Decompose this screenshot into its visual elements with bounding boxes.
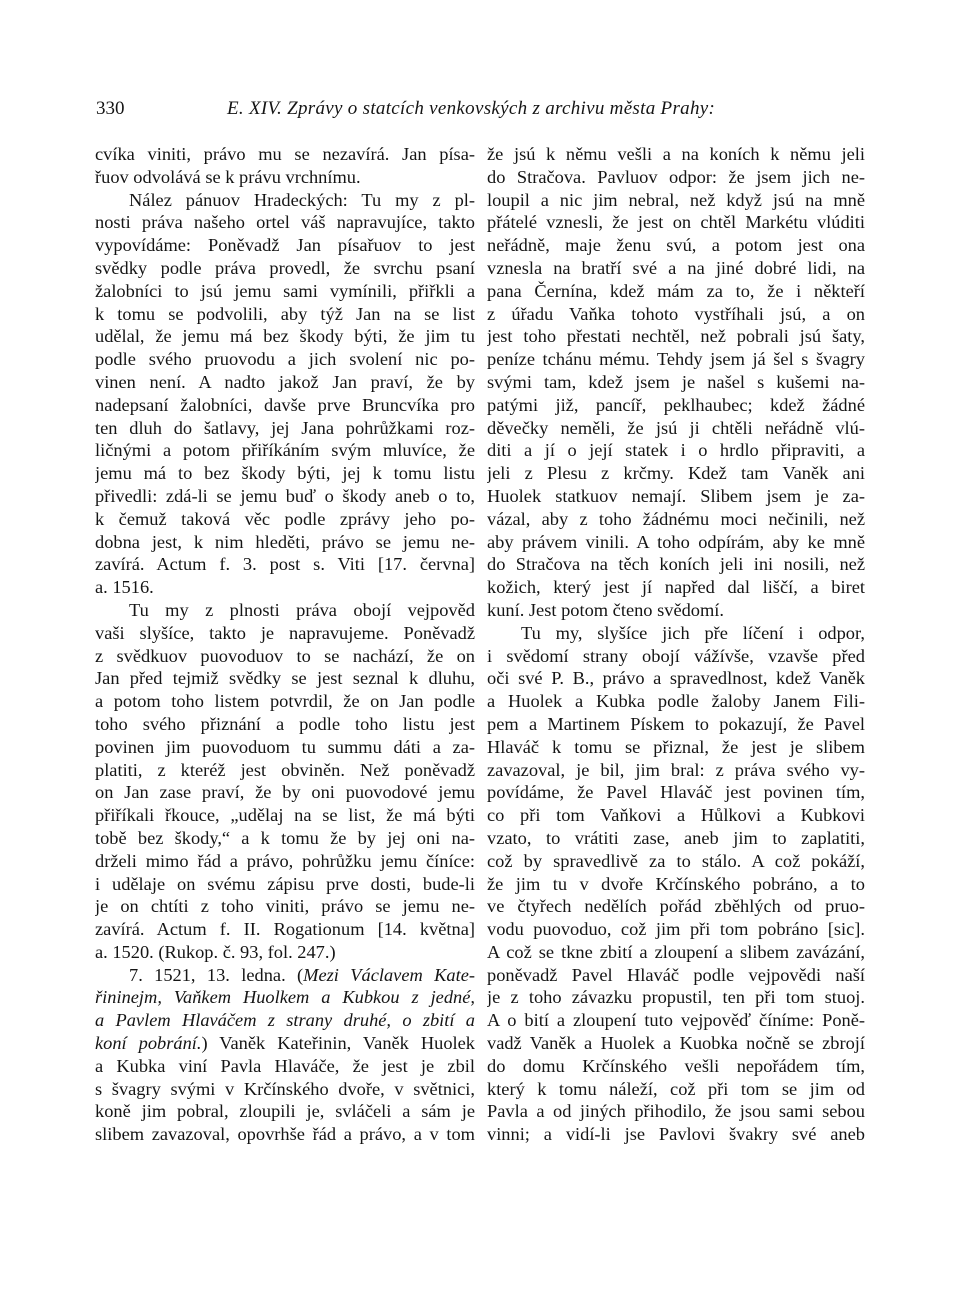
line-text: jeli z Plesu z krčmy. Kdež tam Vaněk ani: [487, 463, 865, 484]
text-line: [487, 690, 865, 713]
text-line: [95, 553, 475, 576]
text-line: [95, 850, 475, 873]
text-line: [95, 508, 475, 531]
text-line: [487, 964, 865, 987]
line-text: i udělaje on svému zápisu prve dosti, bude-li: [95, 873, 475, 894]
text-line: [95, 1055, 475, 1078]
text-line: [95, 1009, 475, 1032]
text-line: [95, 667, 475, 690]
italic-text: řininejm, Vaňkem Huolkem a Kubkou z jedné,: [95, 987, 475, 1008]
line-text: povinen jim puovoduom tu summu dáti a za-: [95, 736, 475, 757]
line-text: řuov odvolává se k právu vrchnímu.: [95, 166, 361, 187]
text-line: [487, 1100, 865, 1123]
line-text: cvíka viniti, právo mu se nezavírá. Jan písa-: [95, 144, 475, 164]
text-line: [95, 804, 475, 827]
line-text: ličnými a potom přiříkáním svým mluvíce, že: [95, 440, 475, 461]
line-text: aby právem vinili. A toho odpírám, aby ke mně: [487, 531, 865, 552]
text-line: [487, 280, 865, 303]
text-line: [95, 873, 475, 896]
line-text: platiti, z kteréž jest obviněn. Než poněvadž: [95, 759, 475, 780]
line-text: neřádně, maje ženu svú, a potom jest ona: [487, 235, 865, 256]
line-text: vinen není. A nadto jakož Jan praví, že by: [95, 371, 475, 392]
text-line: [487, 303, 865, 326]
italic-text: a Pavlem Hlaváčem z strany druhé, o zbití a: [95, 1010, 475, 1031]
text-line: [95, 394, 475, 417]
line-text: Nález pánuov Hradeckých: Tu my z pl-: [129, 189, 475, 210]
line-text: Tu my z plnosti práva obojí vejpověd: [129, 599, 475, 620]
line-text: přiříkali řkouce, „udělaj na se list, že má býti: [95, 805, 475, 826]
line-text: žalobníci to jsú jemu sami vymínili, přiřkli a: [95, 280, 475, 301]
text-line: [95, 964, 475, 987]
running-title: E. XIV. Zprávy o statcích venkovských z archivu města Prahy:: [227, 98, 716, 119]
text-line: [487, 439, 865, 462]
line-text: pem a Martinem Pískem to pokazují, že Pavel: [487, 713, 865, 734]
line-text: vadž Vaněk a Huolek a Kuobka nočně se zbrojí: [487, 1033, 865, 1054]
text-line: [487, 1032, 865, 1055]
line-text: vodu puovoduo, což jim při tom pobráno [sic].: [487, 919, 865, 940]
text-line: [487, 645, 865, 668]
text-line: [95, 827, 475, 850]
line-text: i svědomí strany obojí vážívše, vzavše před: [487, 645, 865, 666]
text-line: [95, 531, 475, 554]
line-text: že jsú k němu vešli a na koních k němu jeli: [487, 144, 865, 164]
text-line: [487, 1009, 865, 1032]
text-line: [95, 918, 475, 941]
text-line: [95, 781, 475, 804]
left-text-column: [95, 143, 475, 1146]
line-text: jest toho přestati nechtěl, než pobrali jsú šaty,: [487, 326, 865, 347]
text-line: [487, 736, 865, 759]
text-line: [95, 439, 475, 462]
text-line: [487, 895, 865, 918]
line-text: přátelé vznesli, že jest on chtěl Markétu vlúditi: [487, 212, 865, 233]
text-line: [95, 189, 475, 212]
line-text: Tu my, slyšíce jich pře líčení i odpor,: [521, 622, 865, 643]
line-text: je z toho závazku propustil, ten při tom stuoj.: [487, 987, 865, 1008]
line-text: podle svého pruovodu a jich svolení nic po-: [95, 349, 475, 370]
text-line: [95, 599, 475, 622]
text-line: [95, 303, 475, 326]
text-line: [487, 553, 865, 576]
line-text: svými tam, kdež jsem je našel s kušemi na-: [487, 371, 865, 392]
text-line: [95, 895, 475, 918]
text-line: [487, 485, 865, 508]
page-number: 330: [96, 98, 125, 119]
line-text: a. 1516.: [95, 577, 154, 598]
text-line: [95, 576, 475, 599]
page-header: [96, 94, 866, 124]
line-text: kožich, který jest jí napřed dal liščí, a biret: [487, 577, 865, 598]
text-line: [95, 941, 475, 964]
line-text: tobě bez škody,“ a k tomu že by jej oni na-: [95, 827, 475, 848]
line-text: A o bití a zloupení tuto vejpověď číníme: Poně-: [487, 1010, 865, 1031]
line-text: vzato, to vrátiti zase, aneb jim to zaplatiti,: [487, 827, 865, 848]
text-line: [95, 211, 475, 234]
text-line: [95, 713, 475, 736]
line-text: co při tom Vaňkovi a Hůlkovi a Kubkovi: [487, 805, 865, 826]
line-text: vaši slyšíce, takto je napravujeme. Poněvadž: [95, 622, 475, 643]
text-line: [487, 462, 865, 485]
text-line: [95, 348, 475, 371]
line-text: do Stračova na těch koních jeli ini nosili, než: [487, 554, 865, 575]
text-line: [487, 325, 865, 348]
line-text: Hlaváč k tomu se přiznal, že jest je slibem: [487, 736, 865, 757]
line-text: vznesla na bratří své a na jiné dobré lidi, na: [487, 257, 865, 278]
text-line: [95, 485, 475, 508]
text-line: [487, 759, 865, 782]
text-line: [487, 508, 865, 531]
line-text: jemu má to bez škody býti, jej k tomu listu: [95, 463, 475, 484]
line-text: s švagry svými v Krčínského dvoře, v světnici,: [95, 1078, 475, 1099]
right-text-column: [487, 143, 865, 1146]
line-text: toho svého přiznání a podle toho listu jest: [95, 713, 475, 734]
text-line: [95, 234, 475, 257]
line-text: loupil a nic jim nebral, než když jsú na mně: [487, 189, 865, 210]
text-line: [95, 736, 475, 759]
line-text: je on chtíti z toho viniti, právo se jemu ne-: [95, 896, 475, 917]
line-text: zavírá. Actum f. II. Rogationum [14. května]: [95, 919, 475, 940]
line-text: kuní. Jest potom čteno svědomí.: [487, 599, 725, 620]
text-line: [487, 166, 865, 189]
text-line: [487, 257, 865, 280]
line-text: peníze tchánu mému. Tehdy jsem já šel s švagry: [487, 349, 865, 370]
text-line: [487, 781, 865, 804]
text-line: [487, 850, 865, 873]
text-line: [487, 189, 865, 212]
line-text: že jim tu v dvoře Krčínského pobráno, a to: [487, 873, 865, 894]
text-line: [95, 166, 475, 189]
text-line: [487, 531, 865, 554]
line-text: ten dluh do šatlavy, jej Jana pohrůžkami roz-: [95, 417, 475, 438]
line-text: vypovídáme: Poněvadž Jan písařuov to jest: [95, 235, 475, 256]
line-text: do domu Krčínského vešli nepořádem tím,: [487, 1055, 865, 1076]
line-text: svědky podle práva provedl, že svrchu psaní: [95, 257, 475, 278]
text-line: [487, 1055, 865, 1078]
line-text: vinni; a vidí-li jse Pavlovi švakry své aneb: [487, 1124, 865, 1145]
text-line: [95, 417, 475, 440]
text-line: [95, 622, 475, 645]
line-text: který k tomu náleží, což při tom se jim od: [487, 1078, 865, 1099]
text-line: [487, 873, 865, 896]
italic-text: koní pobrání.: [95, 1033, 202, 1054]
line-text: zavazoval, je bil, jim bral: z práva svého vy-: [487, 759, 865, 780]
line-text: což by spravedlivě za to stálo. A což pokáží,: [487, 850, 865, 871]
line-text: udělal, že jemu má bez škody býti, že jim tu: [95, 326, 475, 347]
text-line: [487, 394, 865, 417]
text-line: [487, 371, 865, 394]
text-line: [487, 143, 865, 166]
text-line: [487, 827, 865, 850]
line-text: oči své P. B., právo a spravedlnost, kdež Vaněk: [487, 668, 865, 689]
text-line: [487, 348, 865, 371]
text-line: [95, 645, 475, 668]
line-text: a potom toho listem potvrdil, že on Jan podle: [95, 691, 475, 712]
text-line: [487, 622, 865, 645]
text-line: [95, 462, 475, 485]
text-line: [487, 986, 865, 1009]
line-text: A což se tkne zbití a zloupení a slibem zavázání,: [487, 941, 865, 962]
line-text: nosti práva našeho ortel váš napravujíce, takto: [95, 212, 475, 233]
text-line: [95, 1078, 475, 1101]
line-text: on Jan zase praví, že by oni puovodové jemu: [95, 782, 475, 803]
line-text: Huolek statkuov nemají. Slibem jsem je za-: [487, 485, 865, 506]
text-line: [95, 280, 475, 303]
italic-text: Mezi Václavem Kate-: [303, 964, 475, 985]
line-text: a Kubka viní Pavla Hlaváče, že jest je zbil: [95, 1055, 475, 1076]
line-text: pana Černína, kdež mám za to, že i někteří: [487, 280, 865, 301]
text-line: [95, 371, 475, 394]
text-line: [487, 1123, 865, 1146]
text-line: [95, 986, 475, 1009]
line-text: koně jim pobral, zloupili je, svláčeli a sám je: [95, 1101, 475, 1122]
text-line: [95, 325, 475, 348]
line-text: 7. 1521, 13. ledna. (: [129, 964, 304, 985]
line-text: a Huolek a Kubka podle žaloby Janem Fili-: [487, 691, 865, 712]
line-text: k čemuž taková věc podle zprávy jeho po-: [95, 508, 475, 529]
text-line: [487, 667, 865, 690]
text-line: [487, 599, 865, 622]
line-text: povídáme, že Pavel Hlaváč jest povinen tím,: [487, 782, 865, 803]
line-text: diti a jí o její statek i o hrdlo připraviti, a: [487, 440, 865, 461]
line-text: a. 1520. (Rukop. č. 93, fol. 247.): [95, 941, 336, 962]
text-line: [487, 211, 865, 234]
line-text: zavírá. Actum f. 3. post s. Viti [17. června]: [95, 554, 475, 575]
text-line: [95, 690, 475, 713]
line-text: slibem zavazoval, opovrhše řád a právo, a v tom: [95, 1124, 475, 1145]
text-line: [487, 918, 865, 941]
text-line: [95, 143, 475, 166]
line-text: poněvadž Pavel Hlaváč podle vejpovědi naší: [487, 964, 865, 985]
text-line: [487, 941, 865, 964]
line-text: Jan před tejmiž svědky se jest seznal k dluhu,: [95, 668, 475, 689]
line-text: k tomu se podvolili, aby týž Jan na se list: [95, 303, 475, 324]
line-text: ve čtyřech nedělích pořád zběhlých od pruo-: [487, 896, 865, 917]
text-line: [487, 234, 865, 257]
line-text: nadepsaní žalobníci, davše prve Bruncvíka pro: [95, 394, 475, 415]
line-text: z svědkuov puovoduov to se nachází, že on: [95, 645, 475, 666]
line-text: ) Vaněk Kateřinin, Vaněk Huolek: [201, 1033, 475, 1054]
text-line: [487, 1078, 865, 1101]
line-text: dobna jest, k nim hleděti, právo se jemu ne-: [95, 531, 475, 552]
line-text: z úřadu Vaňka tohoto vystříhali jsú, a on: [487, 303, 865, 324]
line-text: do Stračova. Pavluov odpor: že jsem jich ne-: [487, 166, 865, 187]
text-line: [95, 257, 475, 280]
line-text: děvečky neměli, že jsú ji chtěli neřádně vlú-: [487, 417, 865, 438]
text-line: [487, 713, 865, 736]
text-line: [95, 1032, 475, 1055]
text-line: [487, 804, 865, 827]
line-text: patými již, pancíř, peklhaubec; kdež žádné: [487, 394, 865, 415]
line-text: drželi mimo řád a právo, pohrůžku jemu číníce:: [95, 850, 475, 871]
text-line: [95, 1123, 475, 1146]
line-text: vázal, aby z toho žádnému moci nečinili, než: [487, 508, 865, 529]
line-text: přivedli: zdá-li se jemu buď o škody aneb o to,: [95, 485, 475, 506]
text-line: [487, 417, 865, 440]
text-line: [95, 759, 475, 782]
text-line: [487, 576, 865, 599]
line-text: Pavla a od jiných přihodilo, že jsou sami sebou: [487, 1101, 865, 1122]
text-line: [95, 1100, 475, 1123]
